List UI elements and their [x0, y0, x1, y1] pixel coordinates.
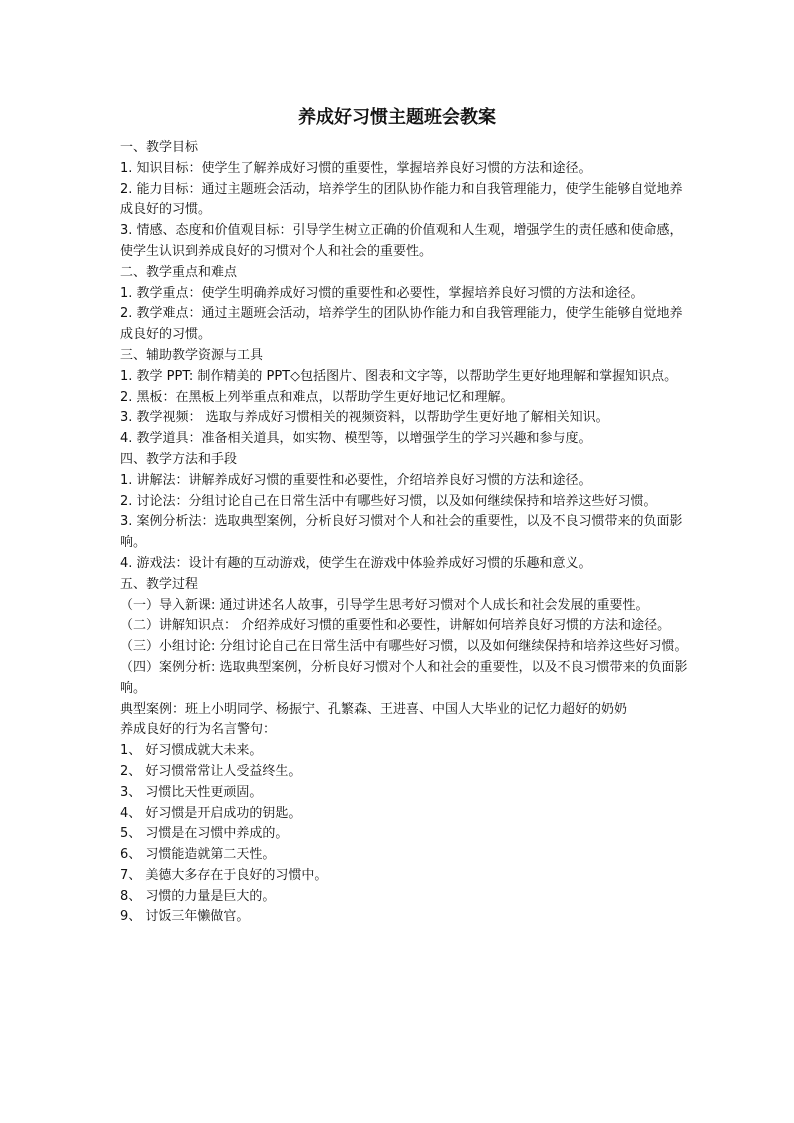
- paragraph: 1. 知识目标：使学生了解养成好习惯的重要性，掌握培养良好习惯的方法和途径。: [120, 160, 592, 176]
- list-item: 9、 讨饭三年懒做官。: [120, 909, 250, 925]
- paragraph: 3. 案例分析法：选取典型案例，分析良好习惯对个人和社会的重要性，以及不良习惯带来的负面影响。: [120, 514, 683, 551]
- paragraph: 2. 黑板：在黑板上列举重点和难点，以帮助学生更好地记忆和理解。: [120, 389, 514, 405]
- paragraph: 4. 教学道具：准备相关道具，如实物、模型等，以增强学生的学习兴趣和参与度。: [120, 431, 592, 447]
- paragraph: （三）小组讨论: 分组讨论自己在日常生活中有哪些好习惯，以及如何继续保持和培养这些好习惯。: [120, 639, 688, 655]
- list-item: 7、 美德大多存在于良好的习惯中。: [120, 867, 328, 883]
- paragraph: 3. 情感、态度和价值观目标：引导学生树立正确的价值观和人生观，增强学生的责任感和使命感，使学生认识到养成良好的习惯对个人和社会的重要性。: [120, 223, 683, 259]
- paragraph: 3. 教学视频： 选取与养成好习惯相关的视频资料，以帮助学生更好地了解相关知识。: [120, 410, 609, 426]
- paragraph: 养成良好的行为名言警句：: [120, 722, 277, 738]
- section-heading: 一、教学目标: [120, 140, 199, 155]
- list-item: 5、 习惯是在习惯中养成的。: [120, 826, 289, 842]
- paragraph: 2. 能力目标：通过主题班会活动，培养学生的团队协作能力和自我管理能力，使学生能够自觉地养成良好的习惯。: [120, 181, 683, 218]
- paragraph: 1. 教学 PPT: 制作精美的 PPT◇包括图片、图表和文字等，以帮助学生更好地理解和掌握知识点。: [120, 368, 678, 384]
- paragraph: （二）讲解知识点： 介绍养成好习惯的重要性和必要性，讲解如何培养良好习惯的方法和途径。: [120, 618, 671, 634]
- section-heading: 三、辅助教学资源与工具: [120, 347, 264, 363]
- document-body: [120, 138, 688, 928]
- paragraph: 2. 教学难点：通过主题班会活动，培养学生的团队协作能力和自我管理能力，使学生能够自觉地养成良好的习惯。: [120, 306, 683, 343]
- list-item: 8、 习惯的力量是巨大的。: [120, 888, 276, 904]
- list-item: 6、 习惯能造就第二天性。: [120, 847, 276, 863]
- section-heading: 四、教学方法和手段: [120, 451, 238, 467]
- page-title: 养成好习惯主题班会教案: [298, 107, 496, 128]
- paragraph: 4. 游戏法：设计有趣的互动游戏，使学生在游戏中体验养成好习惯的乐趣和意义。: [120, 555, 592, 571]
- list-item: 2、 好习惯常常让人受益终生。: [120, 763, 302, 779]
- paragraph: 典型案例：班上小明同学、杨振宁、孔繁森、王进喜、中国人大毕业的记忆力超好的奶奶: [120, 701, 628, 717]
- paragraph: （一）导入新课: 通过讲述名人故事，引导学生思考好习惯对个人成长和社会发展的重要性。: [120, 597, 649, 613]
- list-item: 3、 习惯比天性更顽固。: [120, 784, 263, 800]
- paragraph: 2. 讨论法：分组讨论自己在日常生活中有哪些好习惯，以及如何继续保持和培养这些好习惯。: [120, 493, 657, 509]
- paragraph: 1. 教学重点：使学生明确养成好习惯的重要性和必要性，掌握培养良好习惯的方法和途径。: [120, 285, 644, 301]
- list-item: 1、 好习惯成就大未来。: [120, 743, 263, 759]
- paragraph: （四）案例分析: 选取典型案例，分析良好习惯对个人和社会的重要性，以及不良习惯带来的负面影响。: [120, 659, 688, 696]
- section-heading: 二、教学重点和难点: [120, 264, 238, 280]
- paragraph: 1. 讲解法：讲解养成好习惯的重要性和必要性，介绍培养良好习惯的方法和途径。: [120, 472, 592, 488]
- section-heading: 五、教学过程: [120, 576, 199, 592]
- list-item: 4、 好习惯是开启成功的钥匙。: [120, 805, 302, 821]
